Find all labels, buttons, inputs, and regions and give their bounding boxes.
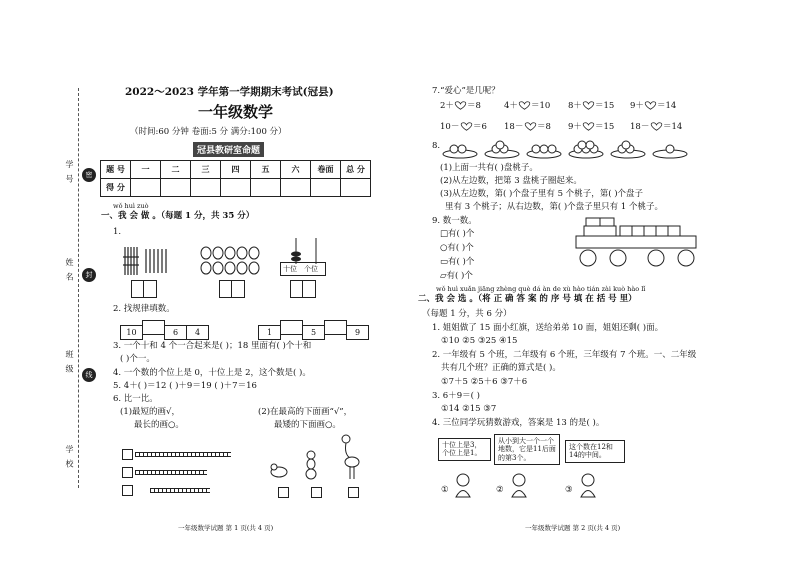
sequence-blank[interactable] (142, 320, 165, 335)
q6-answer-box[interactable] (278, 487, 289, 498)
class-label: 班 级 (65, 350, 74, 375)
choice-q3-options: ①14 ②15 ③7 (441, 404, 497, 414)
crane-bird-icon (338, 434, 362, 480)
score-cell: 题 号 (101, 161, 131, 179)
child-avatar-icon (577, 472, 599, 498)
q9-row-2: ○有( )个 (440, 243, 474, 253)
seal-mark-1: 密 (82, 168, 96, 182)
exam-meta: （时间:60 分钟 卷面:5 分 满分:100 分） (130, 127, 287, 137)
q8-part2: (2)从左边数，把第 3 盘桃子圈起来。 (440, 176, 582, 186)
seal-mark-3: 线 (82, 368, 96, 382)
section2-title: 二、我 会 选 。（将 正 确 答 案 的 序 号 填 在 括 号 里） (418, 294, 637, 304)
heart-blank-icon[interactable] (643, 101, 658, 110)
score-input-cell[interactable] (131, 179, 161, 197)
q2-sequence-1 (120, 320, 208, 340)
score-cell: 五 (251, 161, 281, 179)
score-cell: 四 (221, 161, 251, 179)
q7-expr-part: ＝8 (537, 122, 551, 132)
option-mark-3[interactable]: ③ (565, 485, 573, 495)
footer-left: 一年级数学试题 第 1 页(共 4 页) (178, 524, 274, 532)
q7-expr-part: 4＋ (504, 101, 518, 111)
sequence-cell: 4 (186, 325, 209, 340)
q8-part3a: (3)从左边数，第( )个盘子里有 5 个桃子，第( )个盘子 (440, 189, 644, 199)
q6-part1-line2: 最长的画○。 (134, 420, 184, 430)
section1-title: 一、我 会 做 。（每题 1 分，共 35 分） (101, 211, 255, 221)
q7-expr-part: 9＋ (568, 122, 582, 132)
heart-blank-icon[interactable] (523, 122, 538, 131)
q9-row-3: ▭有( )个 (440, 257, 475, 267)
score-table-score-row (101, 179, 371, 197)
pear-group-icon (198, 243, 268, 277)
score-input-cell[interactable] (251, 179, 281, 197)
choice-q1: 1. 姐姐做了 15 面小红旗，送给弟弟 10 面，姐姐还剩( )面。 (432, 323, 664, 333)
q8-part3b: 里有 3 个桃子；从右边数，第( )个盘子里只有 1 个桃子。 (445, 202, 663, 212)
bundled-sticks-icon (120, 243, 180, 277)
abacus-ones-label: 个位 (304, 265, 318, 273)
q7-expr-part: 9＋ (630, 101, 644, 111)
choice-q2-line1: 2. 一年级有 5 个班，二年级有 6 个班，三年级有 7 个班。一、二年级 (432, 350, 697, 360)
q7-text: 7.“爱心”是几呢？ (432, 86, 500, 96)
sequence-cell: 9 (346, 325, 369, 340)
q1-label: 1. (113, 227, 122, 237)
q6-part2-line1: (2)在最高的下面画“√”， (258, 407, 353, 417)
binding-line (78, 88, 79, 488)
q2-sequence-2 (258, 320, 368, 340)
option-mark-2[interactable]: ② (496, 485, 504, 495)
subject-title: 一年级数学 (198, 103, 274, 121)
sequence-cell: 6 (164, 325, 187, 340)
student-number-label: 学 号 (65, 160, 74, 185)
heart-blank-icon[interactable] (581, 101, 596, 110)
q7-expr-part: ＝15 (595, 122, 615, 132)
q2-text: 2. 找规律填数。 (113, 304, 175, 314)
speech-bubble-2: 从小到大一个一个地数，它是11后面的第3个。 (494, 434, 560, 465)
section2-score: （每题 1 分，共 6 分） (422, 309, 512, 319)
student-name-label: 姓 名 (65, 258, 74, 283)
q7-expr-part: ＝14 (657, 101, 677, 111)
choice-q4: 4. 三位同学玩猜数游戏，答案是 13 的是( )。 (432, 418, 605, 428)
ant-icon (300, 450, 322, 480)
sequence-cell: 1 (258, 325, 281, 340)
score-input-cell[interactable] (341, 179, 371, 197)
score-input-cell[interactable] (161, 179, 191, 197)
seal-mark-2: 封 (82, 268, 96, 282)
score-input-cell[interactable] (221, 179, 251, 197)
score-input-cell[interactable] (281, 179, 311, 197)
section2-pinyin: wǒ huì xuǎn jiāng zhèng què dá àn de xù hào tián zài kuò hào lǐ (436, 285, 646, 293)
q6-text: 6. 比一比。 (113, 394, 158, 404)
q3-text-cont: ( )个一。 (120, 354, 155, 364)
choice-q2-options: ①7＋5 ②5＋6 ③7＋6 (441, 377, 528, 387)
heart-blank-icon[interactable] (517, 101, 532, 110)
abacus-base (280, 262, 326, 276)
q3-text: 3. 一个十和 4 个一合起来是( )；18 里面有( )个十和 (113, 341, 312, 351)
q6-part1-line1: (1)最短的画√， (120, 407, 180, 417)
q9-row-4: ▱有( )个 (440, 271, 473, 281)
section1-pinyin: wǒ huì zuò (113, 202, 149, 210)
q6-answer-box[interactable] (122, 485, 133, 496)
q7-expr-part: ＝8 (467, 101, 481, 111)
q1-answer-box-1[interactable] (131, 280, 157, 298)
option-mark-1[interactable]: ① (441, 485, 449, 495)
heart-blank-icon[interactable] (649, 122, 664, 131)
q7-expr-part: ＝14 (663, 122, 683, 132)
q6-answer-box[interactable] (122, 467, 133, 478)
q4-text: 4. 一个数的个位上是 0，十位上是 2，这个数是( )。 (113, 368, 311, 378)
choice-q1-options: ①10 ②5 ③25 ④15 (441, 336, 518, 346)
heart-blank-icon[interactable] (581, 122, 596, 131)
peach-plates-icon (440, 140, 690, 160)
block-train-icon (574, 214, 704, 272)
ruler-bar-3 (150, 488, 210, 493)
q1-answer-box-3[interactable] (290, 280, 316, 298)
q7-expr-part: 18－ (630, 122, 650, 132)
speech-bubble-3: 这个数在12和14的中间。 (565, 440, 625, 463)
ruler-bar-1 (135, 452, 231, 457)
abacus-tens-label: 十位 (283, 265, 297, 273)
choice-q3: 3. 6＋9＝( ) (432, 391, 480, 401)
mouse-icon (268, 462, 290, 478)
q9-text: 9. 数一数。 (432, 216, 477, 226)
q6-answer-box[interactable] (348, 487, 359, 498)
heart-blank-icon[interactable] (459, 122, 474, 131)
score-cell: 总 分 (341, 161, 371, 179)
score-cell: 得 分 (101, 179, 131, 197)
child-avatar-icon (508, 472, 530, 498)
q8-part1: (1)上面一共有( )盘桃子。 (440, 163, 538, 173)
score-table-header-row (101, 161, 371, 179)
score-input-cell[interactable] (191, 179, 221, 197)
sequence-cell: 10 (120, 325, 143, 340)
score-cell: 三 (191, 161, 221, 179)
footer-right: 一年级数学试题 第 2 页(共 4 页) (525, 524, 621, 532)
q9-row-1: □有( )个 (440, 229, 475, 239)
heart-blank-icon[interactable] (453, 101, 468, 110)
issuer-stamp: 冠县教研室命题 (193, 142, 264, 157)
score-input-cell[interactable] (311, 179, 341, 197)
child-avatar-icon (452, 472, 474, 498)
exam-title: 2022～2023 学年第一学期期末考试(冠县) (125, 86, 334, 98)
ruler-bar-2 (135, 470, 207, 475)
q5-text: 5. 4＋( )＝12 ( )＋9＝19 ( )＋7＝16 (113, 381, 257, 391)
q7-expr-part: 8＋ (568, 101, 582, 111)
q7-expr-part: 10－ (440, 122, 460, 132)
choice-q2-line2: 共有几个班？正确的算式是( )。 (441, 363, 561, 373)
q6-part2-line2: 最矮的下面画○。 (274, 420, 341, 430)
score-cell: 二 (161, 161, 191, 179)
q6-answer-box[interactable] (311, 487, 322, 498)
sequence-blank[interactable] (280, 320, 303, 335)
q7-expr-part: ＝6 (473, 122, 487, 132)
speech-bubble-1: 十位上是3，个位上是1。 (438, 438, 491, 461)
q7-expr-part: ＝10 (531, 101, 551, 111)
q1-answer-box-2[interactable] (219, 280, 245, 298)
q6-answer-box[interactable] (122, 449, 133, 460)
sequence-blank[interactable] (324, 320, 347, 335)
score-table (100, 160, 371, 197)
score-cell: 一 (131, 161, 161, 179)
sequence-cell: 5 (302, 325, 325, 340)
q8-label: 8. (432, 141, 441, 151)
q7-expr-part: 2＋ (440, 101, 454, 111)
school-label: 学 校 (65, 445, 74, 470)
score-cell: 六 (281, 161, 311, 179)
q7-expr-part: 18－ (504, 122, 524, 132)
score-cell: 卷面 (311, 161, 341, 179)
q7-expr-part: ＝15 (595, 101, 615, 111)
